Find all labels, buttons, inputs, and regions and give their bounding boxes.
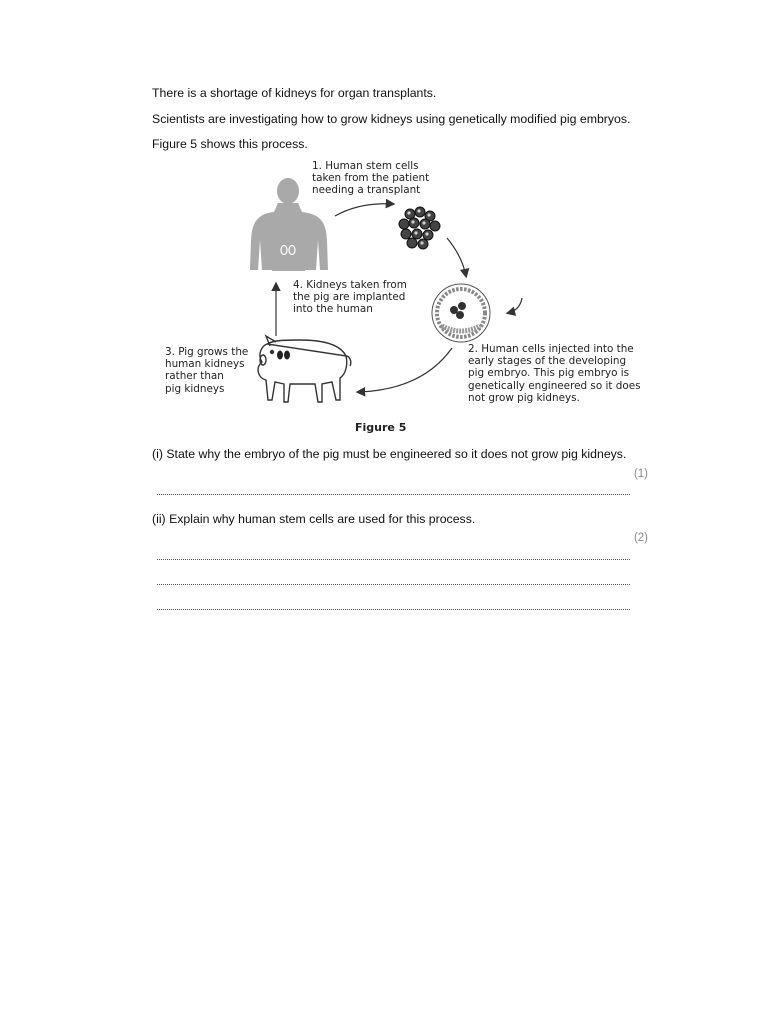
intro-line-3: Figure 5 shows this process. xyxy=(152,137,308,151)
answer-line-ii-1[interactable] xyxy=(157,559,630,560)
question-ii: (ii) Explain why human stem cells are used for this process. xyxy=(152,512,476,526)
pig-icon xyxy=(258,336,351,402)
step-1-label: 1. Human stem cells taken from the patient needing a transplant xyxy=(312,160,430,197)
figure-5 xyxy=(150,150,650,440)
stem-cell-cluster-icon xyxy=(399,207,440,249)
answer-line-i-1[interactable] xyxy=(157,494,630,495)
answer-line-ii-2[interactable] xyxy=(157,584,630,585)
step-4-label: 4. Kidneys taken from the pig are implanted into the human xyxy=(293,279,407,316)
question-i: (i) State why the embryo of the pig must be engineered so it does not grow pig kidneys. xyxy=(152,447,627,461)
intro-line-1: There is a shortage of kidneys for organ transplants. xyxy=(152,86,437,100)
question-ii-marks: (2) xyxy=(633,532,648,544)
step-3-label: 3. Pig grows the human kidneys rather than pig kidneys xyxy=(165,346,249,395)
step-2-label: 2. Human cells injected into the early stages of the developing pig embryo. This pig embryo is genetically engineered so it does not grow pig kidneys. xyxy=(468,343,641,404)
arrow-human-to-cells xyxy=(335,204,393,216)
answer-line-ii-3[interactable] xyxy=(157,609,630,610)
arrow-cells-to-embryo xyxy=(447,238,466,276)
arrow-injection xyxy=(508,298,522,313)
arrow-embryo-to-pig xyxy=(358,348,452,392)
figure-caption: Figure 5 xyxy=(355,421,407,434)
embryo-icon xyxy=(432,284,490,342)
question-i-marks: (1) xyxy=(633,468,648,480)
intro-line-2: Scientists are investigating how to grow kidneys using genetically modified pig embryos. xyxy=(152,112,631,126)
